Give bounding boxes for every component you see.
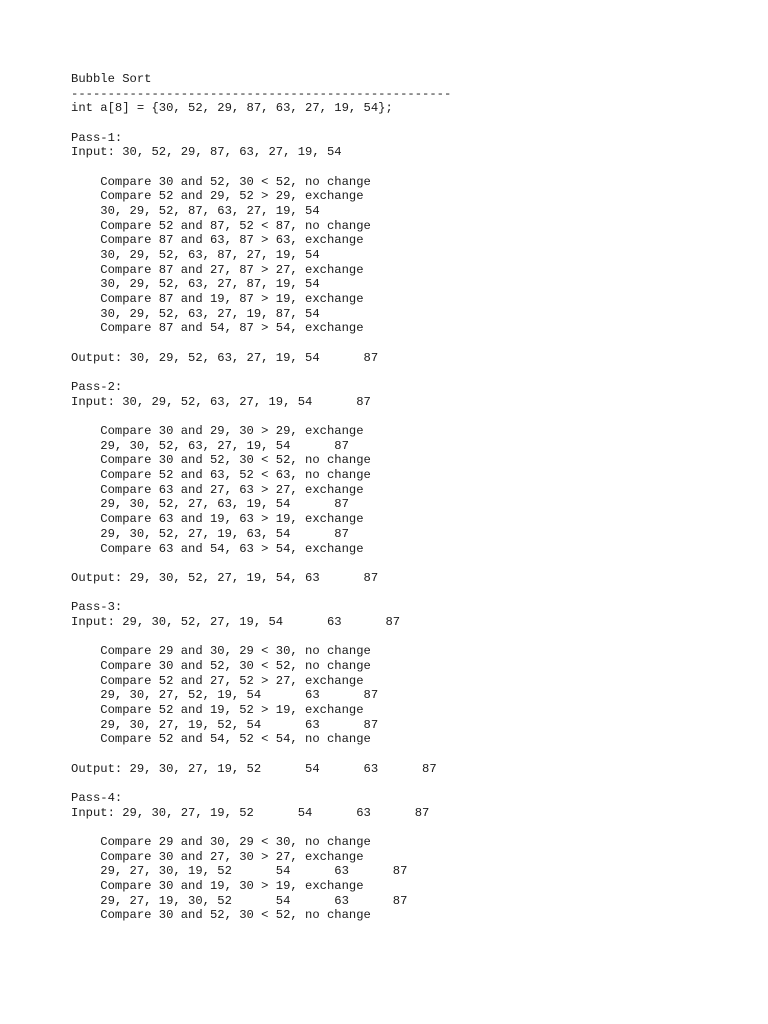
comparison-step: Compare 87 and 19, 87 > 19, exchange [71,292,364,307]
pass-output-line: Output: 30, 29, 52, 63, 27, 19, 54 87 [71,350,379,365]
pass-output-line: Output: 29, 30, 27, 19, 52 54 63 87 [71,761,437,776]
array-state-line: 29, 27, 30, 19, 52 54 63 87 [71,864,408,879]
blank-line [71,409,451,424]
blank-line [71,586,451,601]
array-state-line: 29, 30, 52, 27, 63, 19, 54 87 [71,497,349,512]
comparison-step: Compare 30 and 27, 30 > 27, exchange [71,849,364,864]
document-text [71,72,451,923]
comparison-step: Compare 52 and 63, 52 < 63, no change [71,468,371,483]
comparison-step: Compare 87 and 54, 87 > 54, exchange [71,321,364,336]
pass-input-line: Input: 30, 52, 29, 87, 63, 27, 19, 54 [71,145,342,160]
comparison-step: Compare 87 and 63, 87 > 63, exchange [71,233,364,248]
array-declaration: int a[8] = {30, 52, 29, 87, 63, 27, 19, 54}; [71,101,393,116]
comparison-step: Compare 30 and 52, 30 < 52, no change [71,658,371,673]
pass-heading: Pass-2: [71,380,123,395]
comparison-step: Compare 30 and 52, 30 < 52, no change [71,174,371,189]
comparison-step: Compare 87 and 27, 87 > 27, exchange [71,262,364,277]
array-state-line: 30, 29, 52, 63, 27, 87, 19, 54 [71,277,320,292]
comparison-step: Compare 52 and 87, 52 < 87, no change [71,218,371,233]
comparison-step: Compare 29 and 30, 29 < 30, no change [71,644,371,659]
array-state-line: 29, 27, 19, 30, 52 54 63 87 [71,893,408,908]
comparison-step: Compare 30 and 19, 30 > 19, exchange [71,878,364,893]
comparison-step: Compare 30 and 52, 30 < 52, no change [71,453,371,468]
pass-input-line: Input: 29, 30, 52, 27, 19, 54 63 87 [71,614,401,629]
array-state-line: 29, 30, 52, 27, 19, 63, 54 87 [71,526,349,541]
blank-line [71,336,451,351]
comparison-step: Compare 52 and 29, 52 > 29, exchange [71,189,364,204]
blank-line [71,160,451,175]
pass-heading: Pass-4: [71,790,123,805]
comparison-step: Compare 29 and 30, 29 < 30, no change [71,834,371,849]
comparison-step: Compare 63 and 54, 63 > 54, exchange [71,541,364,556]
blank-line [71,365,451,380]
array-state-line: 29, 30, 27, 52, 19, 54 63 87 [71,688,379,703]
pass-input-line: Input: 29, 30, 27, 19, 52 54 63 87 [71,805,430,820]
document-title: Bubble Sort [71,72,152,86]
pass-input-line: Input: 30, 29, 52, 63, 27, 19, 54 87 [71,394,371,409]
title-underline: ---------------------------------------------------- [71,86,452,101]
array-state-line: 30, 29, 52, 87, 63, 27, 19, 54 [71,204,320,219]
array-state-line: 30, 29, 52, 63, 27, 19, 87, 54 [71,306,320,321]
comparison-step: Compare 63 and 27, 63 > 27, exchange [71,482,364,497]
pass-output-line: Output: 29, 30, 52, 27, 19, 54, 63 87 [71,570,379,585]
array-state-line: 29, 30, 52, 63, 27, 19, 54 87 [71,438,349,453]
blank-line [71,776,451,791]
blank-line [71,820,451,835]
blank-line [71,747,451,762]
comparison-step: Compare 52 and 27, 52 > 27, exchange [71,673,364,688]
comparison-step: Compare 30 and 29, 30 > 29, exchange [71,424,364,439]
blank-line [71,630,451,645]
comparison-step: Compare 63 and 19, 63 > 19, exchange [71,512,364,527]
array-state-line: 29, 30, 27, 19, 52, 54 63 87 [71,717,379,732]
array-state-line: 30, 29, 52, 63, 87, 27, 19, 54 [71,248,320,263]
blank-line [71,556,451,571]
comparison-step: Compare 52 and 54, 52 < 54, no change [71,732,371,747]
pass-heading: Pass-3: [71,600,123,615]
comparison-step: Compare 52 and 19, 52 > 19, exchange [71,702,364,717]
blank-line [71,116,451,131]
comparison-step: Compare 30 and 52, 30 < 52, no change [71,908,371,923]
pass-heading: Pass-1: [71,130,123,145]
